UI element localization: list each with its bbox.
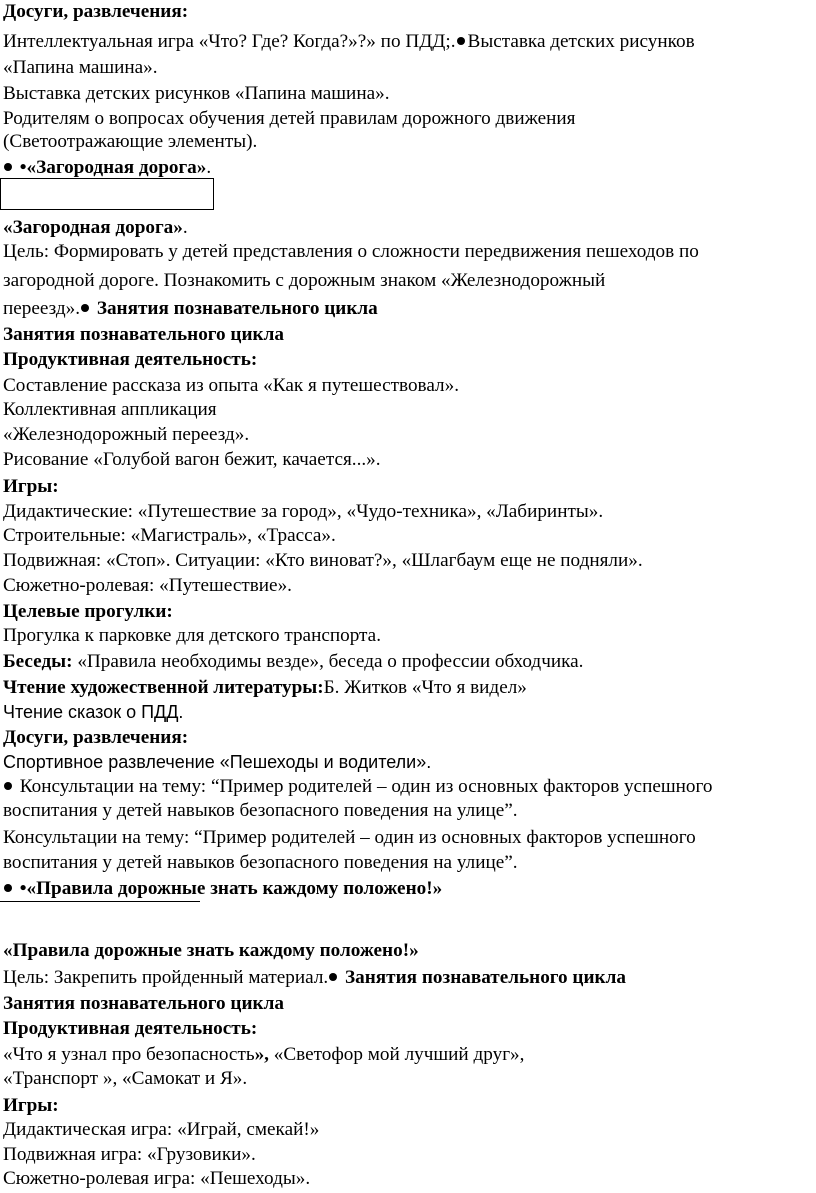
text-line: Беседы: «Правила необходимы везде», беседа о профессии обходчика. [3, 651, 584, 672]
text-line: «Транспорт », «Самокат и Я». [3, 1068, 248, 1089]
text-line: Сюжетно-ролевая: «Путешествие». [3, 575, 292, 596]
section-heading: Целевые прогулки: [3, 601, 173, 622]
section-heading: Занятия познавательного цикла [3, 324, 284, 345]
text-line: «Что я узнал про безопасность», «Светофор мой лучший друг», [3, 1044, 525, 1065]
divider [0, 901, 200, 902]
text-line: Подвижная игра: «Грузовики». [3, 1144, 256, 1165]
section-heading: Игры: [3, 1095, 59, 1116]
text-line: воспитания у детей навыков безопасного поведения на улице”. [3, 800, 518, 821]
text-line: воспитания у детей навыков безопасного поведения на улице”. [3, 852, 518, 873]
text-line: Строительные: «Магистраль», «Трасса». [3, 525, 336, 546]
section-heading: Игры: [3, 476, 59, 497]
topic-title: •«Загородная дорога». [3, 158, 211, 177]
text-line: Дидактическая игра: «Играй, смекай!» [3, 1119, 320, 1140]
text-line: Цель: Закрепить пройденный материал. Занятия познавательного цикла [3, 967, 626, 988]
bullet-icon [81, 304, 89, 312]
text-line: Рисование «Голубой вагон бежит, качается...». [3, 449, 381, 470]
bullet-icon [329, 973, 337, 981]
section-heading: Продуктивная деятельность: [3, 1018, 258, 1039]
heading-leisure: Досуги, развлечения: [3, 727, 189, 748]
text-line: Прогулка к парковке для детского транспорта. [3, 625, 381, 646]
empty-box [0, 178, 214, 210]
text-line: загородной дороге. Познакомить с дорожным знаком «Железнодорожный [3, 270, 606, 291]
text-line: Интеллектуальная игра «Что? Где? Когда?»?» по ПДД;. Выставка детских рисунков [3, 31, 695, 52]
text-line: Чтение сказок о ПДД. [3, 702, 184, 722]
section-heading: Занятия познавательного цикла [3, 993, 284, 1014]
text-line: Родителям о вопросах обучения детей правилам дорожного движения [3, 108, 576, 129]
text-line: Дидактические: «Путешествие за город», «Чудо-техника», «Лабиринты». [3, 501, 604, 522]
text-line: Выставка детских рисунков «Папина машина». [3, 83, 390, 104]
text-line: «Железнодорожный переезд». [3, 424, 250, 445]
text-line: Цель: Формировать у детей представления о сложности передвижения пешеходов по [3, 241, 699, 262]
bullet-icon [457, 37, 465, 45]
text-line: Составление рассказа из опыта «Как я путешествовал». [3, 375, 459, 396]
text-line: Коллективная аппликация [3, 399, 217, 420]
text-line: Спортивное развлечение «Пешеходы и водители». [3, 752, 432, 772]
text-line: Сюжетно-ролевая игра: «Пешеходы». [3, 1168, 311, 1189]
bullet-icon [4, 782, 12, 790]
bullet-icon [4, 163, 12, 171]
topic-title: «Загородная дорога». [3, 217, 188, 238]
text-line: Консультации на тему: “Пример родителей – один из основных факторов успешного [3, 827, 696, 848]
text-line: Консультации на тему: “Пример родителей – один из основных факторов успешного [3, 777, 712, 796]
heading-leisure: Досуги, развлечения: [3, 1, 189, 22]
text-line: Чтение художественной литературы:Б. Житков «Что я видел» [3, 677, 527, 698]
topic-title: «Правила дорожные знать каждому положено!» [3, 940, 419, 961]
text-line: Подвижная: «Стоп». Ситуации: «Кто виноват?», «Шлагбаум еще не подняли». [3, 550, 643, 571]
topic-title: •«Правила дорожные знать каждому положено!» [3, 879, 442, 898]
bullet-icon [4, 884, 12, 892]
text-line: переезд». Занятия познавательного цикла [3, 298, 378, 319]
text-line: «Папина машина». [3, 57, 158, 78]
text-line: (Светоотражающие элементы). [3, 131, 258, 152]
section-heading: Продуктивная деятельность: [3, 349, 258, 370]
